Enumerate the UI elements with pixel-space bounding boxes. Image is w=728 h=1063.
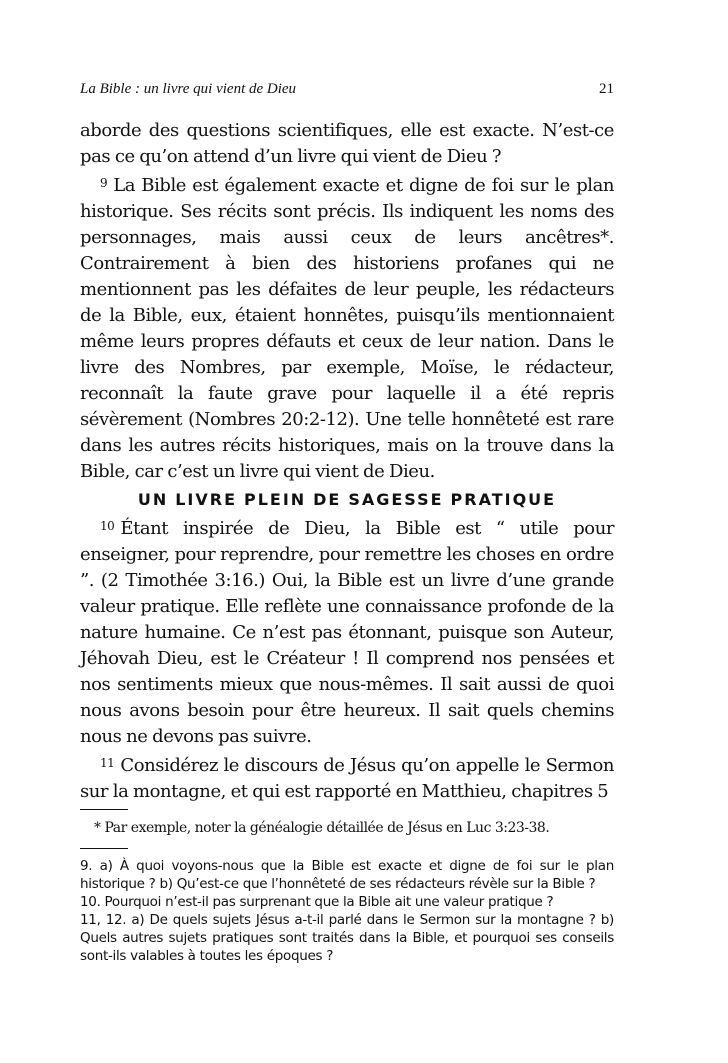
running-header [80, 80, 614, 98]
footnote-text: Par exemple, noter la généalogie détaillée de Jésus en Luc 3:23-38. [104, 820, 550, 836]
paragraph-text: Considérez le discours de Jésus qu’on appelle le Sermon sur la montagne, et qui est rapporté en Matthieu, chapitres 5 [80, 755, 614, 802]
page-number: 21 [599, 81, 614, 97]
questions-divider [80, 848, 128, 849]
paragraph-text: Étant inspirée de Dieu, la Bible est “ utile pour enseigner, pour reprendre, pour remettre les choses en ordre ”. (2 Timothée 3:16.) Oui, la Bible est un livre d’une grande valeur pratique. Elle reflète une connaissance profonde de la nature humaine. Ce n’est pas étonnant, puisque son Auteur, Jéhovah Dieu, est le Créateur ! Il comprend nos pensées et nos sentiments mieux que nous-mêmes. Il sait aussi de quoi nous avons besoin pour être heureux. Il sait quels chemins nous ne devons pas suivre. [80, 518, 614, 747]
study-questions [80, 857, 614, 965]
paragraph-number: 10 [100, 519, 115, 533]
paragraph-number: 9 [100, 176, 108, 190]
footnote-divider [80, 809, 128, 810]
running-title: La Bible : un livre qui vient de Dieu [80, 81, 297, 97]
paragraph-continuation: aborde des questions scientifiques, elle est exacte. N’est-ce pas ce qu’on attend d’un livre qui vient de Dieu ? [80, 120, 614, 167]
main-text [80, 118, 614, 805]
paragraph-number: 11 [100, 756, 115, 770]
paragraph-10 [80, 513, 614, 750]
question-item: 11, 12. a) De quels sujets Jésus a-t-il parlé dans le Sermon sur la montagne ? b) Quels autres sujets pratiques sont traités dans la Bible, et pourquoi ses conseils sont-ils valables à toutes les époques ? [80, 912, 614, 964]
footnote [80, 818, 614, 838]
paragraph-11 [80, 750, 614, 805]
question-item: 10. Pourquoi n’est-il pas surprenant que la Bible ait une valeur pratique ? [80, 894, 554, 910]
paragraph-9 [80, 170, 614, 485]
paragraph-text: La Bible est également exacte et digne de foi sur le plan historique. Ses récits sont précis. Ils indiquent les noms des personnages, mais aussi ceux de leurs ancêtres*. Contrairement à bien des historiens profanes qui ne mentionnent pas les défaites de leur peuple, les rédacteurs de la Bible, eux, étaient honnêtes, puisqu’ils mentionnaient même leurs propres défauts et ceux de leur nation. Dans le livre des Nombres, par exemple, Moïse, le rédacteur, reconnaît la faute grave pour laquelle il a été repris sévèrement (Nombres 20:2-12). Une telle honnêteté est rare dans les autres récits historiques, mais on la trouve dans la Bible, car c’est un livre qui vient de Dieu. [80, 175, 614, 482]
section-subheading: UN LIVRE PLEIN DE SAGESSE PRATIQUE [137, 490, 557, 509]
book-page [80, 80, 614, 965]
footnote-mark: * [94, 820, 101, 836]
question-item: 9. a) À quoi voyons-nous que la Bible est exacte et digne de foi sur le plan historique ? b) Qu’est-ce que l’honnêteté de ses rédacteurs révèle sur la Bible ? [80, 858, 614, 892]
